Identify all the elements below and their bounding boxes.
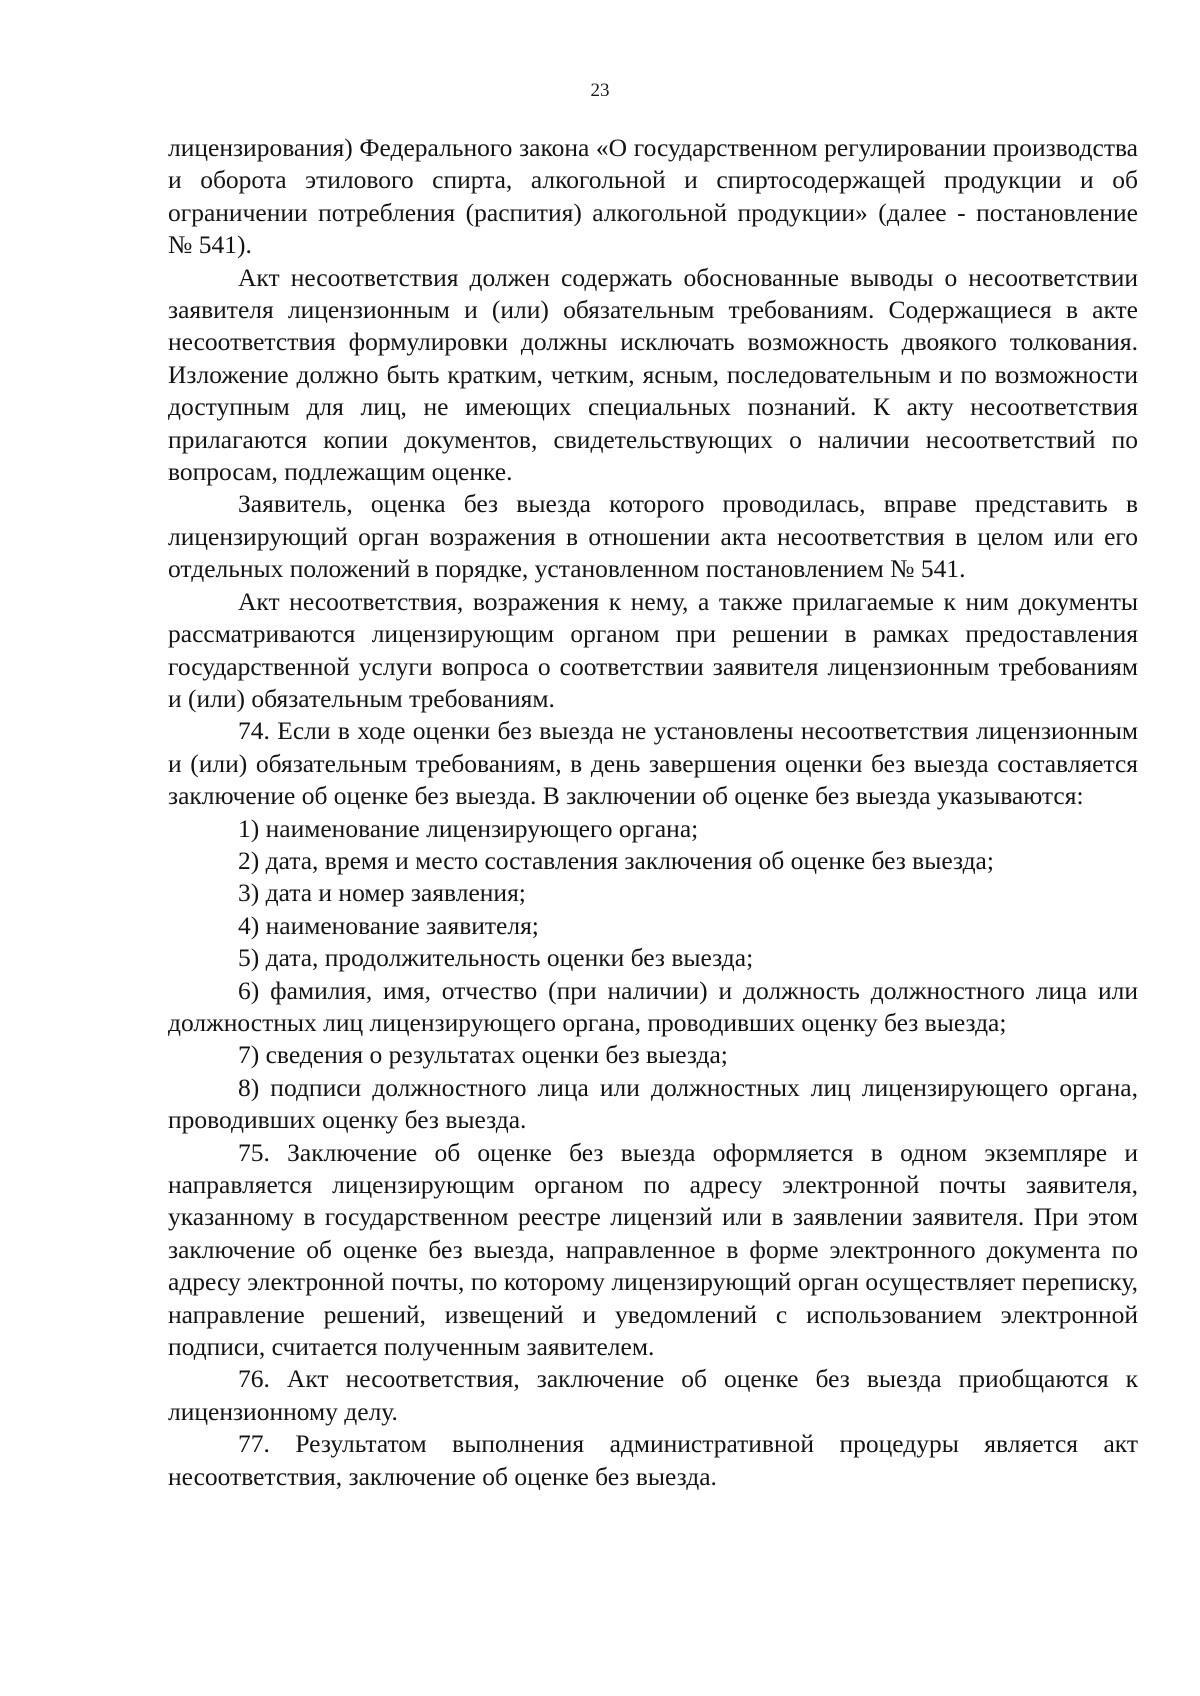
list-item-2: 2) дата, время и место составления заключения об оценке без выезда;: [238, 845, 994, 875]
paragraph-76: 76. Акт несоответствия, заключение об оценке без выезда приобщаются к лицензионному делу.: [168, 1364, 1138, 1426]
list-item-6: 6) фамилия, имя, отчество (при наличии) и должность должностного лица или должностных лиц лицензирующего органа, проводивших оценку без выезда;: [168, 975, 1138, 1037]
list-item-3: 3) дата и номер заявления;: [238, 878, 526, 908]
paragraph-objections: Заявитель, оценка без выезда которого проводилась, вправе представить в лицензирующий орган возражения в отношении акта несоответствия в целом или его отдельных положений в порядке, установленном постановлением № 541.: [168, 489, 1138, 584]
paragraph-77: 77. Результатом выполнения административной процедуры является акт несоответствия, заключение об оценке без выезда.: [168, 1429, 1138, 1491]
list-item-5: 5) дата, продолжительность оценки без выезда;: [238, 943, 754, 973]
list-item-1: 1) наименование лицензирующего органа;: [238, 813, 699, 843]
list-item-8: 8) подписи должностного лица или должностных лиц лицензирующего органа, проводивших оценку без выезда.: [168, 1072, 1138, 1135]
paragraph-74: 74. Если в ходе оценки без выезда не установлены несоответствия лицензионным и (или) обязательным требованиям, в день завершения оценки без выезда составляется заключение об оценке без выезда. В заключении об оценке без выезда указываются:: [168, 716, 1138, 811]
paragraph-75: 75. Заключение об оценке без выезда оформляется в одном экземпляре и направляется лицензирующим органом по адресу электронной почты заявителя, указанному в государственном реестре лицензий или в заявлении заявителя. При этом заключение об оценке без выезда, направленное в форме электронного документа по адресу электронной почты, по которому лицензирующий орган осуществляет переписку, направление решений, извещений и уведомлений с использованием электронной подписи, считается полученным заявителем.: [168, 1137, 1138, 1362]
paragraph-act-review: Акт несоответствия, возражения к нему, а также прилагаемые к ним документы рассматриваются лицензирующим органом при решении в рамках предоставления государственной услуги вопроса о соответствии заявителя лицензионным требованиям и (или) обязательным требованиям.: [168, 586, 1138, 713]
page-number: 23: [590, 80, 610, 101]
paragraph-continuation: лицензирования) Федерального закона «О государственном регулировании производства и оборота этилового спирта, алкогольной и спиртосодержащей продукции и об ограничении потребления (распития) алкогольной продукции» (далее - постановление № 541).: [168, 133, 1138, 260]
list-item-7: 7) сведения о результатах оценки без выезда;: [238, 1040, 728, 1070]
paragraph-act-content: Акт несоответствия должен содержать обоснованные выводы о несоответствии заявителя лицензионным и (или) обязательным требованиям. Содержащиеся в акте несоответствия формулировки должны исключать возможность двоякого толкования. Изложение должно быть кратким, четким, ясным, последовательным и по возможности доступным для лиц, не имеющих специальных познаний. К акту несоответствия прилагаются копии документов, свидетельствующих о наличии несоответствий по вопросам, подлежащим оценке.: [168, 262, 1138, 487]
list-item-4: 4) наименование заявителя;: [238, 910, 539, 940]
document-body: [168, 132, 1138, 1493]
